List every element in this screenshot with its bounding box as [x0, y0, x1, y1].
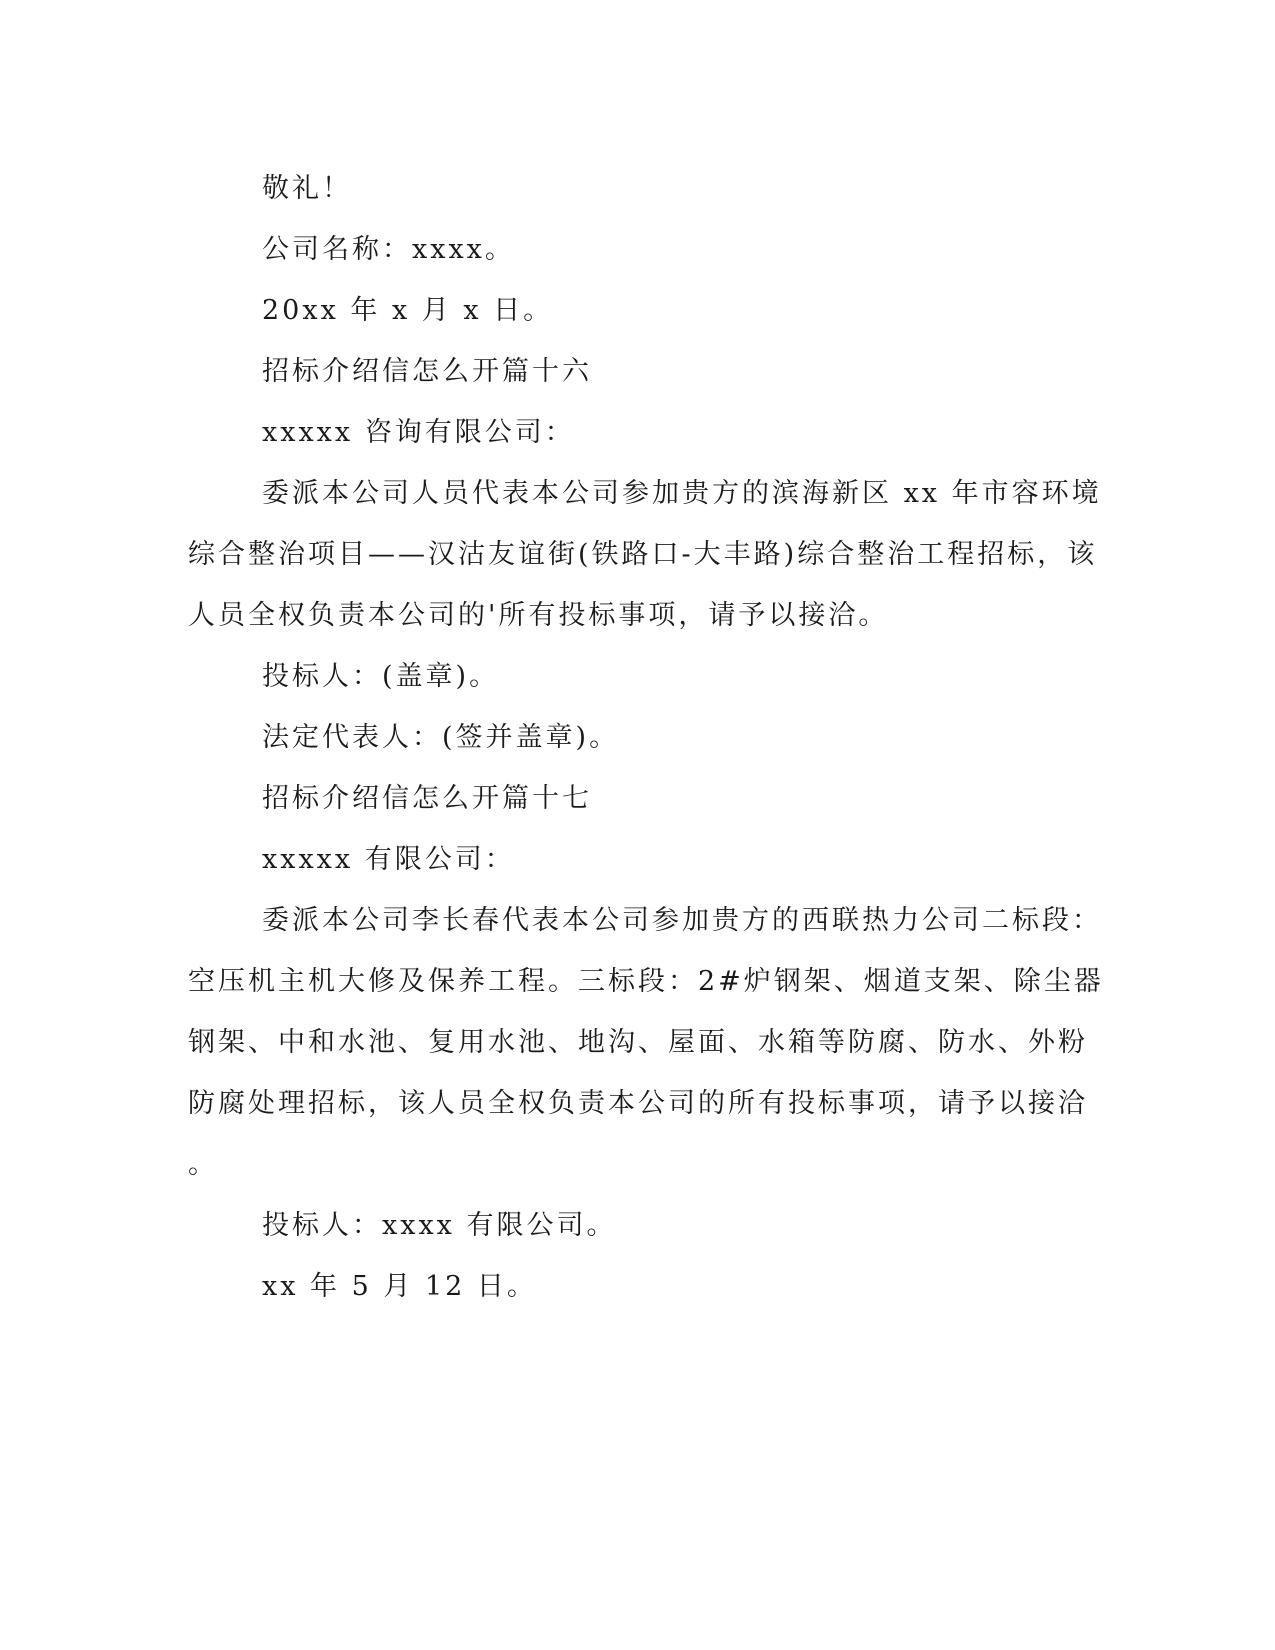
document-body: [188, 158, 1104, 1317]
recipient-line-17: xxxxx 有限公司：: [262, 844, 515, 875]
paragraph-line: 空压机主机大修及保养工程。三标段：2#炉钢架、烟道支架、除尘器: [188, 966, 1104, 997]
bidder-seal-line: 投标人：(盖章)。: [262, 661, 500, 692]
company-name-line: 公司名称：xxxx。: [262, 234, 515, 265]
paragraph-line: 钢架、中和水池、复用水池、地沟、屋面、水箱等防腐、防水、外粉: [188, 1027, 1088, 1058]
date-line: 20xx 年 x 月 x 日。: [262, 295, 554, 326]
closing-salutation: 敬礼！: [262, 173, 352, 204]
bidder-company-line: 投标人：xxxx 有限公司。: [262, 1210, 617, 1241]
legal-representative-line: 法定代表人：(签并盖章)。: [262, 722, 620, 753]
paragraph-line: 委派本公司李长春代表本公司参加贵方的西联热力公司二标段：: [262, 905, 1102, 936]
recipient-line-16: xxxxx 咨询有限公司：: [262, 417, 575, 448]
paragraph-line: 综合整治项目——汉沽友谊街(铁路口-大丰路)综合整治工程招标，该: [188, 539, 1098, 570]
paragraph-line: 。: [188, 1149, 218, 1180]
closing-date-line: xx 年 5 月 12 日。: [262, 1271, 537, 1302]
body-paragraph-16: [188, 463, 1102, 646]
section-heading-16: 招标介绍信怎么开篇十六: [262, 356, 592, 387]
paragraph-line: 人员全权负责本公司的'所有投标事项，请予以接洽。: [188, 600, 889, 631]
paragraph-line: 防腐处理招标，该人员全权负责本公司的所有投标事项，请予以接洽: [188, 1088, 1088, 1119]
section-heading-17: 招标介绍信怎么开篇十七: [262, 783, 592, 814]
paragraph-line: 委派本公司人员代表本公司参加贵方的滨海新区 xx 年市容环境: [262, 478, 1102, 509]
body-paragraph-17: [188, 890, 1104, 1195]
